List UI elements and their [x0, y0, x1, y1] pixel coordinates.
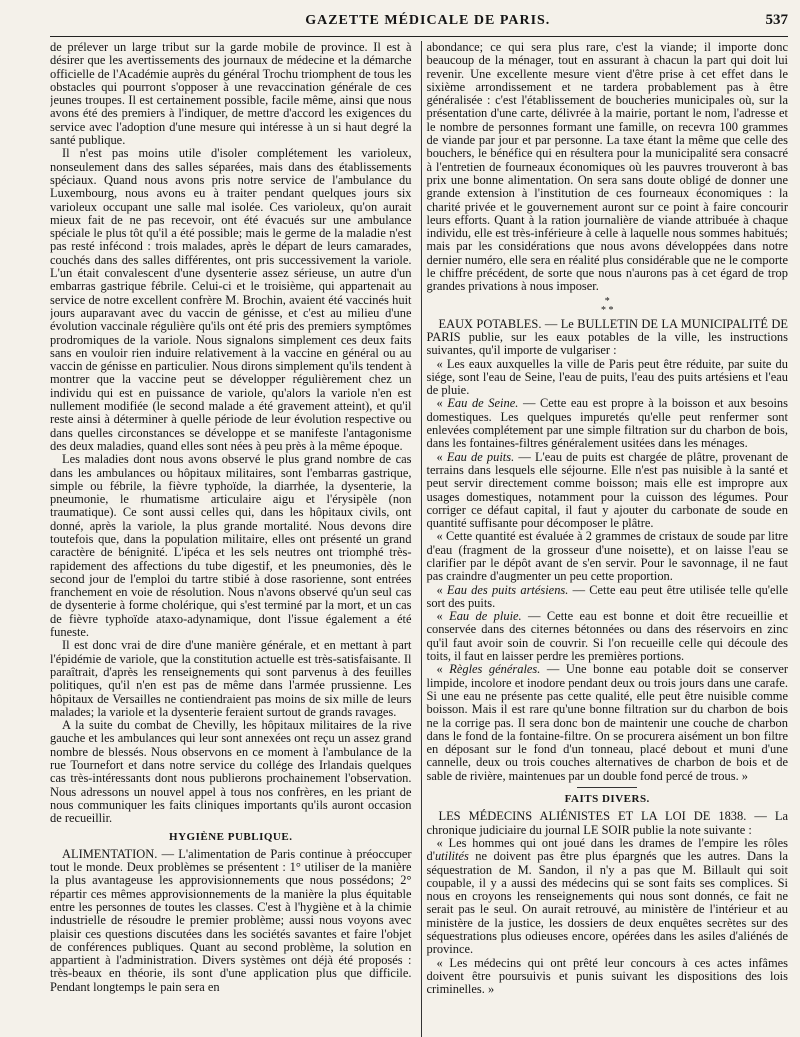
text-columns — [50, 41, 788, 1037]
paragraph-text: — Le — [541, 316, 578, 331]
paragraph-alienistes — [426, 810, 788, 837]
separator-rule — [577, 787, 637, 788]
paragraph-text: — L'alimentation de Paris continue à préoccuper tout le monde. Deux problèmes se présentent : 1° utiliser de la manière la plus avantageuse les approvisionnements que nous possédons; 2° répartir ces mêmes approvisionnements de la manière la plus équitable entre les personnes de toutes les classes. C'est à l'hygiène et à la chimie industrielle de résoudre le premier problème; aussi nous voyons avec plaisir ces questions discutées dans les sociétés savantes et faire l'objet de conférences publiques. Quant au second problème, la solution en appartient à l'administration. Divers systèmes ont déjà été proposés : très-beaux en théorie, ils sont d'une application plus que difficile. Pendant longtemps le pain sera en — [50, 846, 412, 994]
paragraph: Les maladies dont nous avons observé le plus grand nombre de cas dans les ambulances ou hôpitaux militaires, sont l'embarras gastrique, simple ou fébrile, la fièvre typhoïde, la diarrhée, la dysenterie, la pneumonie, le rhumatisme articulaire aigu et l'érysipèle (non traumatique). Ce sont aussi celles qui, dans les hôpitaux civils, ont donné, après la variole, la plus grande mortalité. Nous devons dire toutefois que, dans la population militaire, elles ont présenté un grand caractère de bénignité. L'ipéca et les sels neutres ont triomphé très-rapidement des affections du tube digestif, et les pneumonies, dès le second jour de l'emploi du tartre stibié à dose rasorienne, sont entrées franchement en voie de résolution. Nous n'avons observé qu'un seul cas de dysenterie à forme cholérique, qui s'est terminé par la mort, et un cas de fièvre typhoïde ataxo-adynamique, dont l'issue également a été funeste. — [50, 452, 412, 640]
paragraph-text: publie la note suivante : — [629, 822, 752, 837]
right-column — [426, 41, 788, 1037]
subhead: Eau de puits. — [446, 449, 515, 464]
quote-paragraph: « Les eaux auxquelles la ville de Paris peut être réduite, par suite du siége, sont l'eau de Seine, l'eau de puits, l'eau des puits artésiens et l'eau de pluie. — [426, 356, 788, 398]
journal-title: GAZETTE MÉDICALE DE PARIS. — [305, 13, 551, 28]
quote-paragraph: « Eau des puits artésiens. — Cette eau peut être utilisée telle qu'elle sort des puits. — [426, 582, 788, 610]
asterism-bottom: * * — [600, 304, 614, 316]
quote-paragraph: « Cette quantité est évaluée à 2 grammes de cristaux de soude par litre d'eau (fragment de la grosseur d'une noisette), et on laisse l'eau se clarifier par le dépôt avant de s'en servir. Pour le savonnage, il ne faut pas craindre d'augmenter un peu cette proportion. — [426, 529, 788, 584]
paragraph-text: publie, sur les eaux potables de la ville, les instructions suivantes, qu'il importe de vulgariser : — [426, 329, 788, 358]
run-in-heading: EAUX POTABLES. — [438, 316, 542, 331]
quote-paragraph: « Eau de puits. — L'eau de puits est chargée de plâtre, provenant de terrains dans lesquels elle séjourne. Elle n'est pas nuisible à la santé et peut servir directement comme boisson; mais elle est impropre aux usages domestiques, notamment pour la cuisson des légumes. Pour corriger ce défaut capital, il faut y ajouter du carbonate de soude en quantité suffisante pour décomposer le plâtre. — [426, 449, 788, 531]
section-heading-hygiene: HYGIÈNE PUBLIQUE. — [169, 830, 293, 843]
paragraph: A la suite du combat de Chevilly, les hôpitaux militaires de la rive gauche et les ambulances qui leur sont annexées ont reçu un assez grand nombre de blessés. Nous observons en ce moment à l'ambulance de la rue Tournefort et dans notre service du collége des Irlandais quelques cas très-intéressants dont nous publierons prochainement l'observation. Nous adressons un nouvel appel à tous nos confrères, en les priant de nous communiquer les faits cliniques importants qu'ils auront occasion de recueillir. — [50, 718, 412, 826]
quote-paragraph: « Eau de pluie. — Cette eau est bonne et doit être recueillie et conservée dans des citernes bétonnées ou dans des réservoirs en zinc qu'il faut avoir soin de couvrir. Si l'on recueille celle qui découle des toits, il faut en laisser perdre les premières portions. — [426, 609, 788, 664]
section-heading-faits-divers: FAITS DIVERS. — [564, 793, 650, 806]
paragraph-text: — Une bonne eau potable doit se conserver limpide, incolore et inodore pendant deux ou trois jours dans une carafe. Si une eau ne présente pas cette qualité, elle peut être nuisible comme boisson. Mais il est rare qu'une bonne filtration sur du charbon de bois ne la corrige pas. Il sera donc bon de maintenir une couche de charbon dans le fond de la fontaine-filtre. On se procurera aisément un bon filtre en déposant sur le fond d'un tonneau, placé debout et muni d'une cannelle, deux ou trois couches alternatives de charbon de bois et de sable de rivière, maintenues par un double fond percé de trous. » — [426, 662, 788, 783]
paragraph: abondance; ce qui sera plus rare, c'est la viande; il importe donc beaucoup de la ménager, tout en assurant à chacun la part qui doit lui revenir. Une excellente mesure vient d'être prise à cet effet dans le sixième arrondissement et ne tardera probablement pas à être généralisée : c'est l'établissement de boucheries municipales où, sur la présentation d'une carte, délivrée à la mairie, portant le nom, l'adresse et le nombre de personnes formant une famille, on recevra 100 grammes de viande par jour et par personne. La taxe étant la même que celle des bouchers, le bénéfice qui en résultera pour la municipalité sera consacré à l'entretien de fourneaux économiques où les pauvres trouveront à bas prix une bonne alimentation. On sera sans doute obligé de donner une grande extension à l'institution de ces fourneaux économiques : la charité privée et le gouvernement auront sur ce point à faire concourir leurs efforts. Quant à la ration journalière de viande attribuée à chaque individu, elle est très-inférieure à celle à laquelle nous sommes habitués; mais par les considérations que nous avons développées dans notre dernier numéro, elle sera en réalité plus considérable que ne le comporte le chiffre précédent, de sorte que nous n'aurons pas à cet égard de trop grandes privations à nous imposer. — [426, 41, 788, 294]
subhead: Eau des puits artésiens. — [446, 582, 569, 597]
paragraph-text: — La chronique judiciaire du journal — [426, 809, 788, 837]
paragraph-text: — Cette eau est bonne et doit être recueillie et conservée dans des citernes bétonnées ou dans des réservoirs en zinc qu'il faut avoir soin de couvrir. Si l'on recueille celle qui découle des toits, il faut en laisser perdre les premières portions. — [426, 609, 788, 664]
quote-paragraph: « Les médecins qui ont prêté leur concours à ces actes infâmes doivent être poursuivis et punis suivant les dispositions des lois criminelles. » — [426, 955, 788, 997]
paragraph: Il est donc vrai de dire d'une manière générale, et en mettant à part l'épidémie de variole, que la constitution actuelle est très-satisfaisante. Il paraîtrait, d'après les renseignements qui sont parvenus à des feuilles politiques, qu'il n'en est pas de même dans l'armée prussienne. Les hôpitaux de Versailles ne contiendraient pas moins de six mille de leurs malades; la variole et la dysenterie feraient surtout de grands ravages. — [50, 638, 412, 719]
paragraph-text: « Les hommes qui ont joué dans les drames de l'empire les rôles d' — [426, 835, 788, 864]
column-rule — [421, 41, 422, 1037]
quote-paragraph: « Règles générales. — Une bonne eau potable doit se conserver limpide, incolore et inodore pendant deux ou trois jours dans une carafe. Si une eau ne présente pas cette qualité, elle peut être nuisible comme boisson. Mais il est rare qu'une bonne filtration sur du charbon de bois ne la corrige pas. Il sera donc bon de maintenir une couche de charbon dans le fond de la fontaine-filtre. On se procurera aisément un bon filtre en déposant sur le fond d'un tonneau, placé debout et muni d'une cannelle, deux ou trois couches alternatives de charbon de bois et de sable de rivière, maintenues par un double fond percé de trous. » — [426, 662, 788, 783]
page-number: 537 — [765, 12, 788, 28]
quote-paragraph — [426, 837, 788, 957]
asterism-top: * — [604, 295, 610, 307]
left-column — [50, 41, 416, 1037]
paragraph-alimentation — [50, 848, 412, 994]
paragraph: de prélever un large tribut sur la garde mobile de province. Il est à désirer que les avertissements des journaux de médecine et la démarche officielle de l'Académie auprès du général Trochu triomphent de tous les obstacles qui pourront s'opposer à une revaccination générale de ces jeunes troupes. Il est certainement possible, facile même, ainsi que nous avons été des premiers à l'indiquer, de mettre d'accord les exigences du service avec l'adoption d'une mesure qui intéresse à un si haut degré la santé publique. — [50, 41, 412, 148]
paragraph-text: ne doivent pas être plus épargnés que les autres. Dans la séquestration de M. Sandon, il n'y a pas que M. Billault qui soit coupable, il y a aussi des médecins qui se sont faits ses complices. Si nous en croyons les renseignements qui nous sont donnés, ce fait ne serait pas le seul. On aurait retrouvé, au ministère de l'intérieur et au ministère de la justice, les dossiers de deux enquêtes secrètes sur des séquestrations plus odieuses encore, opérées dans les asiles d'aliénés de province. — [426, 849, 788, 957]
running-header — [50, 12, 788, 37]
paragraph-text: — Cette eau peut être utilisée telle qu'elle sort des puits. — [426, 582, 788, 610]
publication-name: BULLETIN DE LA MUNICIPALITÉ DE PARIS — [426, 316, 788, 344]
subhead: Règles générales. — [449, 662, 541, 677]
paragraph-text: — L'eau de puits est chargée de plâtre, provenant de terrains dans lesquels elle séjourne. Elle n'est pas nuisible à la santé et peut servir directement comme boisson; mais elle est impropre aux usages domestiques, notamment pour la cuisson des légumes. Pour corriger ce défaut capital, il faut y ajouter du carbonate de soude en quantité suffisante pour décomposer le plâtre. — [426, 449, 788, 531]
run-in-heading: ALIMENTATION. — [62, 846, 158, 861]
run-in-heading: LES MÉDECINS ALIÉNISTES ET LA LOI DE 1838. — [438, 809, 747, 824]
emphasis: utilités — [434, 849, 469, 864]
asterism — [426, 297, 788, 315]
quote-paragraph: « Eau de Seine. — Cette eau est propre à la boisson et aux besoins domestiques. Les quelques impuretés qu'elle peut renfermer sont enlevées complétement par une simple filtration sur du charbon de bois, dans les fontaines-filtres généralement usitées dans les ménages. — [426, 396, 788, 451]
paragraph-text: — Cette eau est propre à la boisson et aux besoins domestiques. Les quelques impuretés qu'elle peut renfermer sont enlevées complétement par une simple filtration sur du charbon de bois, dans les fontaines-filtres généralement usitées dans les ménages. — [426, 396, 788, 451]
paragraph-eaux-potables — [426, 318, 788, 358]
paragraph: Il n'est pas moins utile d'isoler complétement les varioleux, nonseulement dans des salles séparées, mais dans des établissements spéciaux. Quand nous avons pris notre service de l'ambulance du Luxembourg, nous avons eu à traiter pendant quelques jours six varioleux occupant une salle mal isolée. Ces varioleux, qu'on aurait mieux fait de ne pas recevoir, ont été évacués sur une ambulance spéciale le plus tôt qu'il a été possible; mais le germe de la maladie n'est pas resté infécond : trois malades, après le départ de leurs camarades, couchés dans des salles différentes, ont pris successivement la variole. L'un était convalescent d'une dysenterie assez sérieuse, un autre d'un embarras gastrique fébrile. Celui-ci et le troisième, qui appartenait au service de notre excellent confrère M. Brochin, avaient été vaccinés huit jours auparavant avec du vaccin de génisse, et c'est au milieu d'une évolution vaccinale régulière qu'ils ont été pris des premiers symptômes prodromiques de la variole. Nous signalons simplement ces deux faits sans en vouloir rien induire relativement à la vaccine en général ou au vaccin de génisse en particulier. Nous dirons simplement qu'ils tendent à montrer que la vaccine peut se développer régulièrement chez un individu qui est en puissance de variole, qu'alors la variole n'en est nullement modifiée (le second malade a été gravement atteint), et qu'il reste ainsi à déterminer à quelle période de leur évolution respective ou dans quelles circonstances se développe et se manifeste l'antagonisme des deux maladies, quand elles sont nées à peu près à la même époque. — [50, 146, 412, 453]
publication-name: LE SOIR — [583, 822, 630, 837]
subhead: Eau de pluie. — [449, 609, 522, 624]
subhead: Eau de Seine. — [447, 396, 519, 411]
